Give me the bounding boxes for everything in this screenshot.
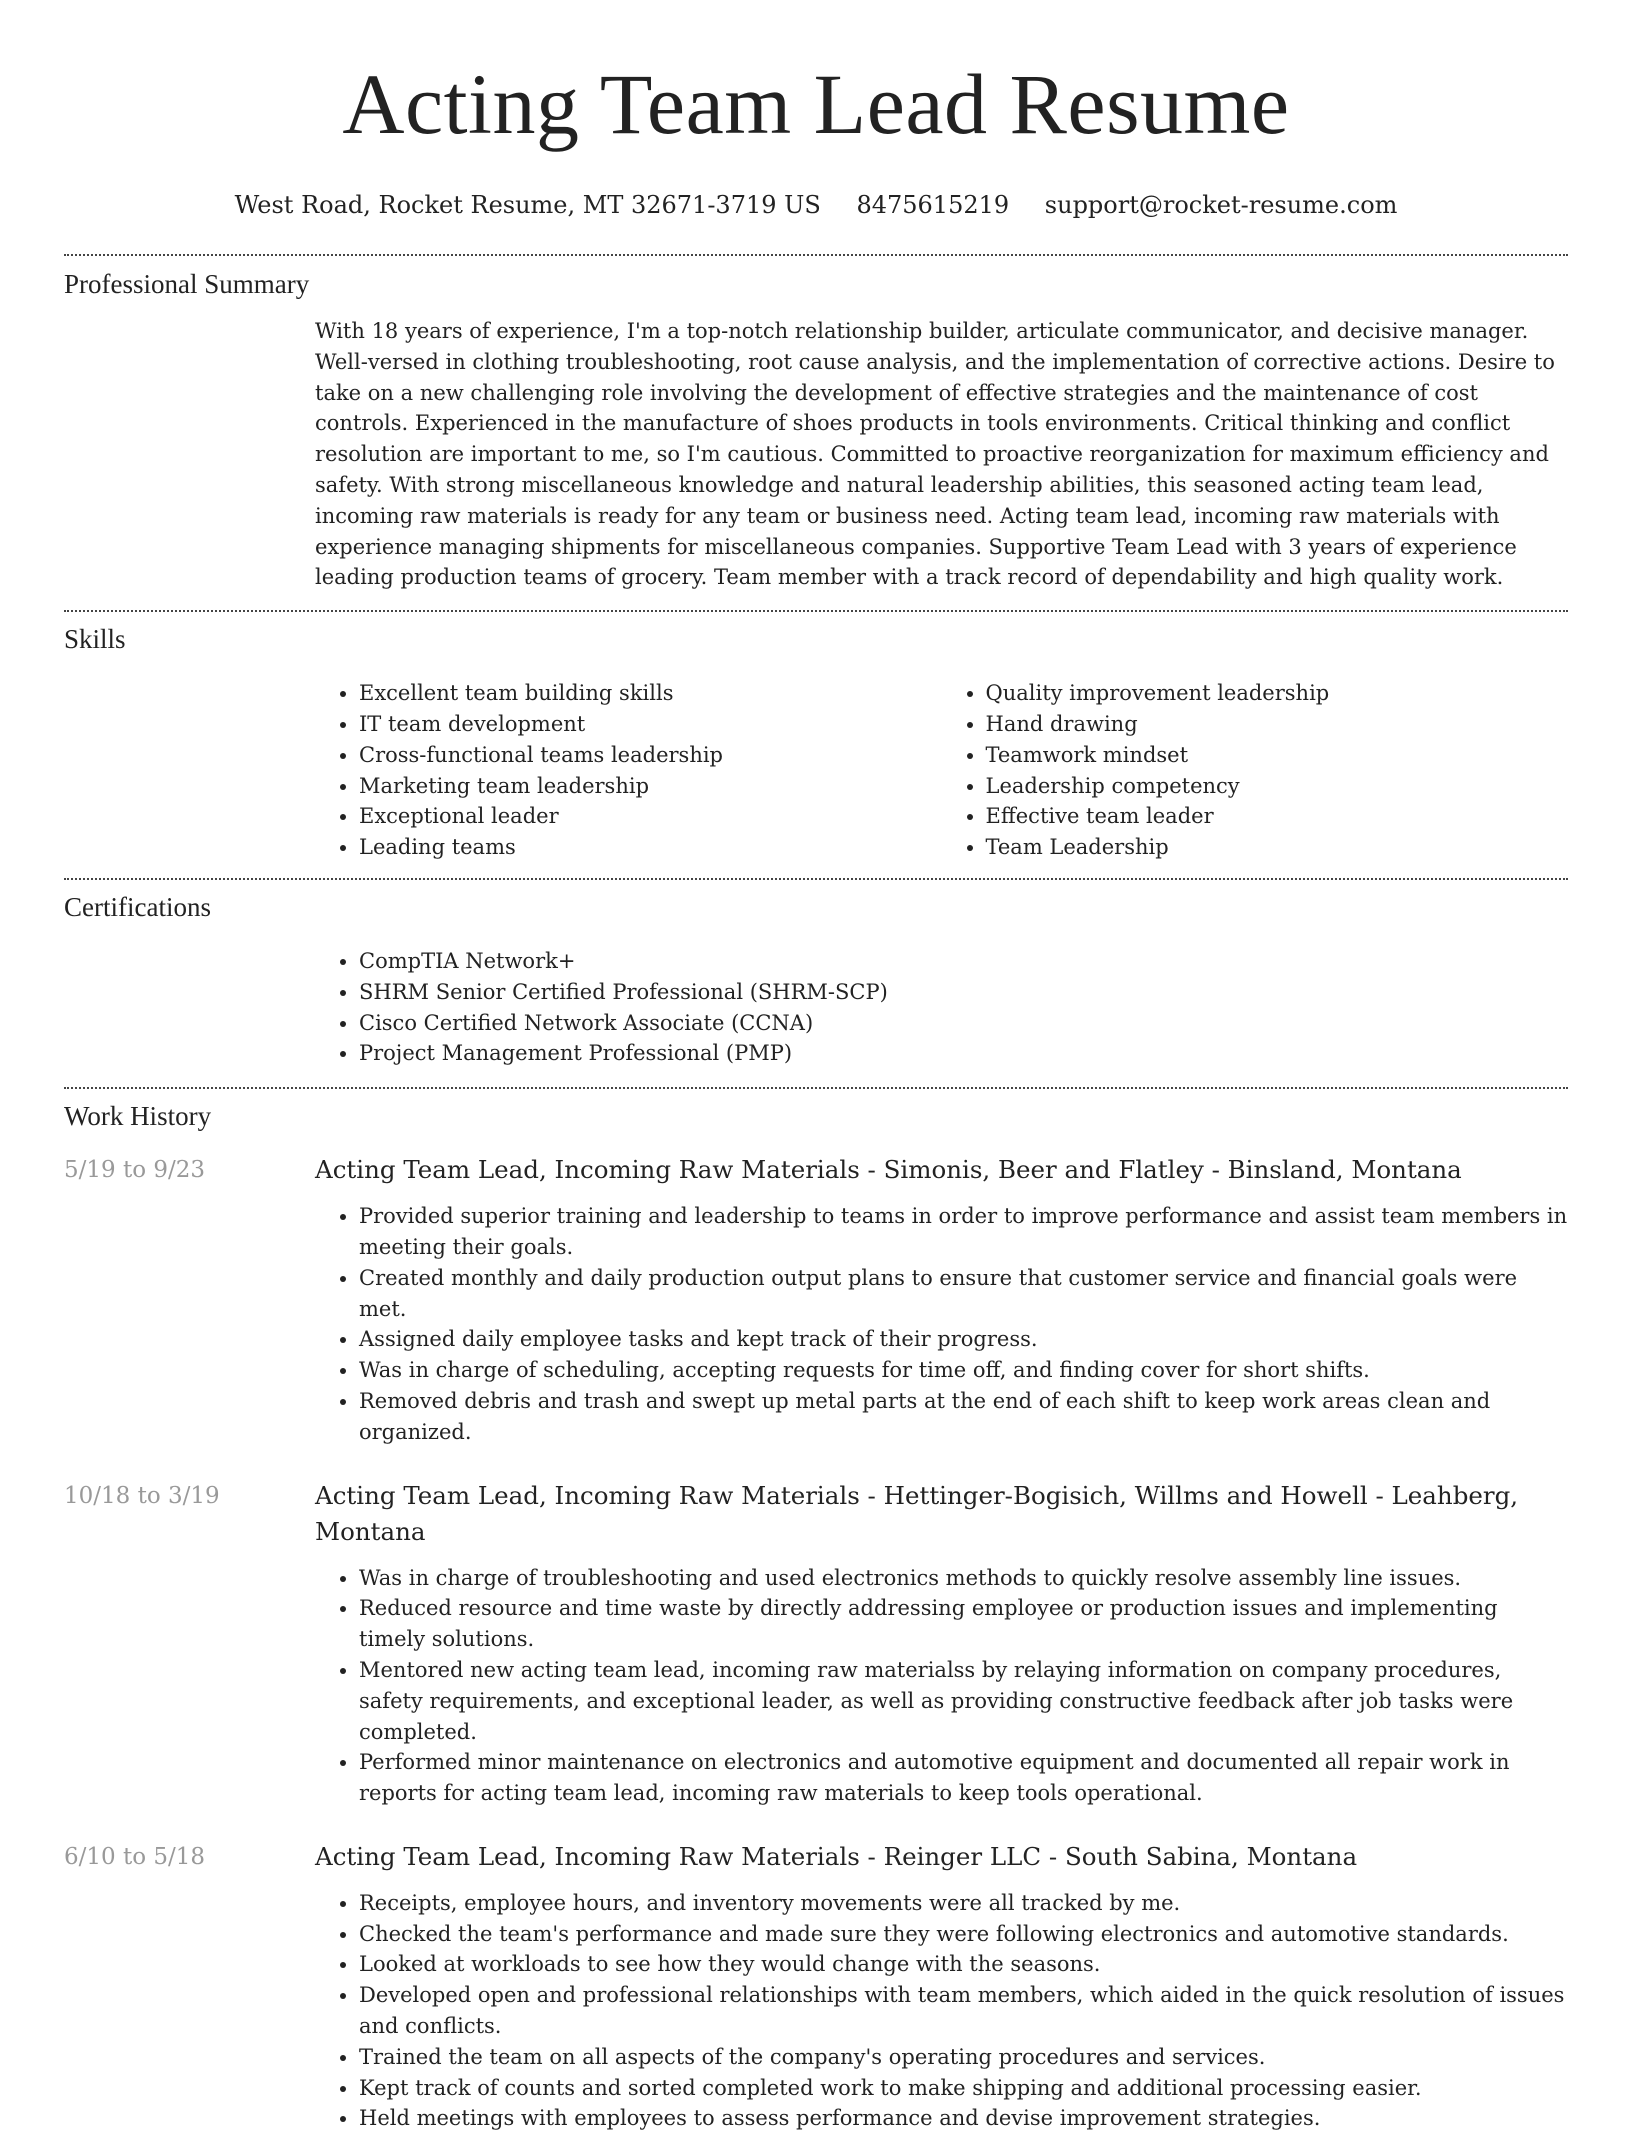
list-item: • Hand drawing	[986, 709, 1569, 740]
job-title: Acting Team Lead, Incoming Raw Materials - Hettinger-Bogisich, Willms and Howell - Leahberg, Montana	[315, 1480, 1519, 1546]
contact-email: support@rocket-resume.com	[1044, 191, 1398, 219]
job-entry	[64, 1478, 1568, 1809]
list-item: • SHRM Senior Certified Professional (SHRM-SCP)	[359, 977, 1568, 1008]
job-dates: 5/19 to 9/23	[64, 1157, 206, 1184]
job-dates: 10/18 to 3/19	[64, 1482, 220, 1509]
list-item: • Excellent team building skills	[359, 678, 942, 709]
contact-address: West Road, Rocket Resume, MT 32671-3719 US	[234, 191, 821, 219]
list-item: • Developed open and professional relationships with team members, which aided in the quick resolution of issues and conflicts.	[359, 1980, 1568, 2042]
list-item: • Provided superior training and leadership to teams in order to improve performance and assist team members in meeting their goals.	[359, 1201, 1568, 1263]
summary-section	[64, 256, 1568, 610]
list-item: • Teamwork mindset	[986, 740, 1569, 771]
contact-phone: 8475615219	[856, 191, 1010, 219]
job-title: Acting Team Lead, Incoming Raw Materials - Reinger LLC - South Sabina, Montana	[315, 1841, 1358, 1871]
list-item: • Was in charge of scheduling, accepting requests for time off, and finding cover for short shifts.	[359, 1355, 1568, 1386]
list-item: • Quality improvement leadership	[986, 678, 1569, 709]
list-item: • Receipts, employee hours, and inventory movements were all tracked by me.	[359, 1888, 1568, 1919]
section-title-work-history: Work History	[64, 1101, 212, 1132]
job-body	[315, 1839, 1568, 2134]
work-history-section	[64, 1089, 1568, 2134]
list-item: • Trained the team on all aspects of the company's operating procedures and services.	[359, 2042, 1568, 2073]
section-title-skills: Skills	[64, 624, 126, 655]
list-item: • CompTIA Network+	[359, 946, 1568, 977]
job-title: Acting Team Lead, Incoming Raw Materials - Simonis, Beer and Flatley - Binsland, Montana	[315, 1155, 1462, 1185]
list-item: • Looked at workloads to see how they would change with the seasons.	[359, 1949, 1568, 1980]
certifications-content	[315, 946, 1568, 1087]
job-entry	[64, 1839, 1568, 2134]
job-dates: 6/10 to 5/18	[64, 1843, 206, 1870]
list-item: • Team Leadership	[986, 832, 1569, 863]
job-bullets	[315, 1888, 1568, 2134]
summary-content	[315, 316, 1568, 610]
skills-list-right	[942, 678, 1569, 863]
list-item: • Effective team leader	[986, 801, 1569, 832]
list-item: • Checked the team's performance and made sure they were following electronics and automotive standards.	[359, 1919, 1568, 1950]
list-item: • IT team development	[359, 709, 942, 740]
job-body	[315, 1478, 1568, 1809]
list-item: • Assigned daily employee tasks and kept track of their progress.	[359, 1324, 1568, 1355]
list-item: • Created monthly and daily production output plans to ensure that customer service and financial goals were met.	[359, 1263, 1568, 1325]
section-title-summary: Professional Summary	[64, 269, 310, 299]
list-item: • Reduced resource and time waste by directly addressing employee or production issues and implementing timely solutions.	[359, 1593, 1568, 1655]
list-item: • Performed minor maintenance on electronics and automotive equipment and documented all repair work in reports for acting team lead, incoming raw materials to keep tools operational.	[359, 1747, 1568, 1809]
list-item: • Mentored new acting team lead, incoming raw materialss by relaying information on company procedures, safety requirements, and exceptional leader, as well as providing constructive feedback after job tasks were completed.	[359, 1655, 1568, 1747]
section-title-certifications: Certifications	[64, 891, 211, 922]
skills-list-left	[315, 678, 942, 863]
job-entry	[64, 1152, 1568, 1447]
job-bullets	[315, 1563, 1568, 1809]
list-item: • Removed debris and trash and swept up metal parts at the end of each shift to keep work areas clean and organized.	[359, 1386, 1568, 1448]
list-item: • Cisco Certified Network Associate (CCNA)	[359, 1008, 1568, 1039]
list-item: • Marketing team leadership	[359, 771, 942, 802]
certifications-list	[315, 946, 1568, 1069]
contact-line	[64, 190, 1568, 220]
list-item: • Leading teams	[359, 832, 942, 863]
skills-section	[64, 612, 1568, 878]
list-item: • Exceptional leader	[359, 801, 942, 832]
skills-grid	[315, 678, 1568, 878]
resume-title: Acting Team Lead Resume	[342, 56, 1290, 152]
list-item: • Was in charge of troubleshooting and used electronics methods to quickly resolve assembly line issues.	[359, 1563, 1568, 1594]
summary-text: With 18 years of experience, I'm a top-notch relationship builder, articulate communicator, and decisive manager. Well-versed in clothing troubleshooting, root cause analysis, and the implementation of corrective actions. Desire to take on a new challenging role involving the development of effective strategies and the maintenance of cost controls. Experienced in the manufacture of shoes products in tools environments. Critical thinking and conflict resolution are important to me, so I'm cautious. Committed to proactive reorganization for maximum efficiency and safety. With strong miscellaneous knowledge and natural leadership abilities, this seasoned acting team lead, incoming raw materials is ready for any team or business need. Acting team lead, incoming raw materials with experience managing shipments for miscellaneous companies. Supportive Team Lead with 3 years of experience leading production teams of grocery. Team member with a track record of dependability and high quality work.	[315, 319, 1555, 590]
list-item: • Kept track of counts and sorted completed work to make shipping and additional processing easier.	[359, 2073, 1568, 2104]
list-item: • Held meetings with employees to assess performance and devise improvement strategies.	[359, 2103, 1568, 2134]
certifications-section	[64, 880, 1568, 1087]
list-item: • Leadership competency	[986, 771, 1569, 802]
job-bullets	[315, 1201, 1568, 1447]
job-body	[315, 1152, 1568, 1447]
list-item: • Project Management Professional (PMP)	[359, 1038, 1568, 1069]
list-item: • Cross-functional teams leadership	[359, 740, 942, 771]
